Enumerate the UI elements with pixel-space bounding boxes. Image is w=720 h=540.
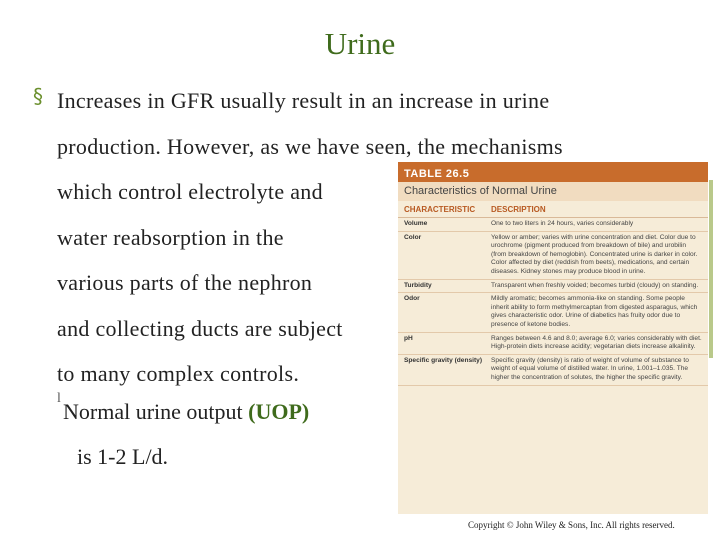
row-characteristic: Color xyxy=(404,233,422,241)
table-row xyxy=(398,232,708,280)
row-description: Transparent when freshly voided; becomes turbid (cloudy) on standing. xyxy=(491,281,699,289)
row-characteristic: Specific gravity (density) xyxy=(404,356,483,364)
bullet-marker: § xyxy=(33,84,43,108)
table-row xyxy=(398,280,708,294)
uop-note-text: Normal urine output xyxy=(63,399,249,424)
table-caption: Characteristics of Normal Urine xyxy=(398,182,708,201)
decorative-right-rule xyxy=(709,180,713,358)
uop-note-line1 xyxy=(63,389,309,434)
slide-title: Urine xyxy=(324,26,396,61)
row-characteristic: pH xyxy=(404,334,413,342)
table-row xyxy=(398,293,708,332)
row-description: Ranges between 4.6 and 8.0; average 6.0; varies considerably with diet. High-protein diets increase acidity; vegetarian diets increase alkalinity. xyxy=(491,334,702,351)
row-characteristic: Odor xyxy=(404,295,420,303)
table-row xyxy=(398,333,708,355)
column-header-description: DESCRIPTION xyxy=(491,205,546,214)
row-characteristic: Volume xyxy=(404,220,428,227)
body-line: production. However, as we have seen, the mechanisms xyxy=(57,133,563,159)
row-description: Specific gravity (density) is ratio of weight of volume of substance to weight of equal volume of distilled water. In urine, 1.001–1.035. The higher the concentration of solutes, the higher the specific gravity. xyxy=(491,356,689,381)
row-description: Mildly aromatic; becomes ammonia-like on standing. Some people inherit ability to form methylmercaptan from digested asparagus, which gives characteristic odor. Urine of diabetics has fruity odor due to presence of ketone bodies. xyxy=(491,295,698,328)
body-line: water reabsorption in the xyxy=(57,224,284,250)
body-line: which control electrolyte and xyxy=(57,179,323,204)
urine-characteristics-table xyxy=(398,162,708,514)
row-characteristic: Turbidity xyxy=(404,281,432,289)
row-description: Yellow or amber; varies with urine concentration and diet. Color due to urochrome (pigment produced from breakdown of bile) and urobilin (from breakdown of hemoglobin). Concentrated urine is darker in color. Color affected by diet (reddish from beets), medications, and certain diseases. Kidney stones may produce blood in urine. xyxy=(491,233,698,275)
body-line: various parts of the nephron xyxy=(57,270,313,295)
body-line: and collecting ducts are subject xyxy=(57,315,343,341)
table-row xyxy=(398,355,708,386)
row-description: One to two liters in 24 hours, varies considerably xyxy=(491,220,634,227)
uop-note xyxy=(63,389,309,479)
table-header-row xyxy=(398,201,708,218)
table-number: TABLE 26.5 xyxy=(398,162,708,182)
body-line: Increases in GFR usually result in an increase in urine xyxy=(57,88,550,113)
uop-abbreviation: (UOP) xyxy=(248,399,310,424)
table-row xyxy=(398,218,708,232)
sub-bullet-marker: l xyxy=(57,391,61,406)
body-line: to many complex controls. xyxy=(57,361,300,386)
copyright-notice: Copyright © John Wiley & Sons, Inc. All rights reserved. xyxy=(468,520,675,530)
uop-note-line2: is 1-2 L/d. xyxy=(77,444,169,469)
column-header-characteristic: CHARACTERISTIC xyxy=(404,205,476,214)
